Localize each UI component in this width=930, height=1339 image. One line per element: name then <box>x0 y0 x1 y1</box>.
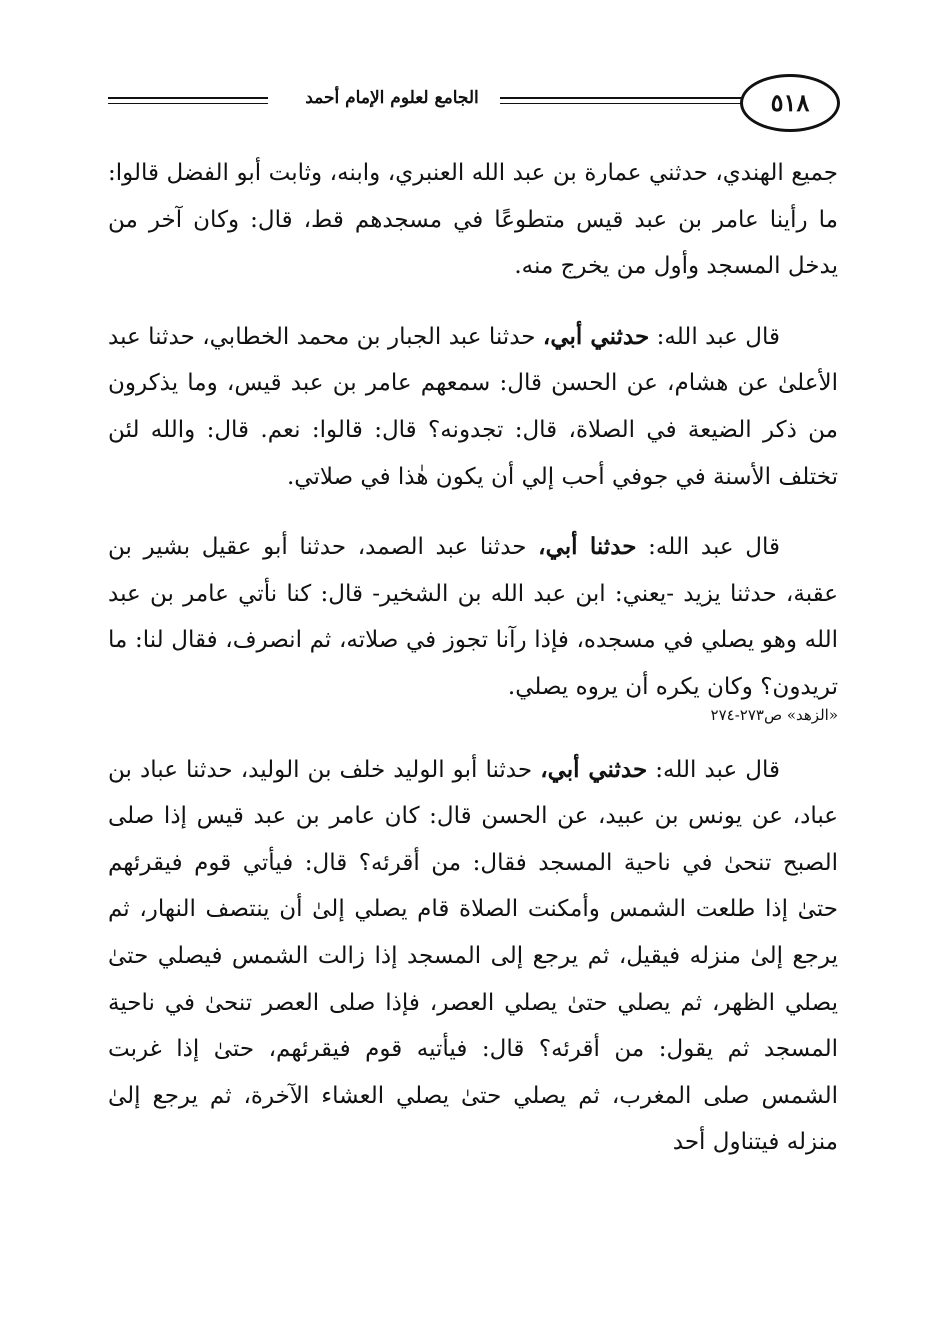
paragraph-3-text: حدثنا عبد الصمد، حدثنا أبو عقيل بشير بن عقبة، حدثنا يزيد -يعني: ابن عبد الله بن الشخير- قال: كنا نأتي عامر بن عبد الله وهو يصلي في مسجده، فإذا رآنا تجوز في صلاته، ثم انصرف، فقال لنا: ما تريدون؟ وكان يكره أن يروه يصلي. <box>108 534 838 700</box>
page-header <box>108 70 838 134</box>
narrator-intro: قال عبد الله: <box>649 323 780 350</box>
chain-bold: حدثني أبي، <box>542 322 650 350</box>
chain-bold: حدثني أبي، <box>540 755 648 783</box>
source-reference: «الزهد» ص٢٧٣-٢٧٤ <box>710 705 838 724</box>
paragraph-4-text: حدثنا أبو الوليد خلف بن الوليد، حدثنا عباد بن عباد، عن يونس بن عبيد، عن الحسن قال: كان عامر بن عبد قيس إذا صلى الصبح تنحىٰ في ناحية المسجد فقال: من أقرئه؟ قال: فيأتي قوم فيقرئهم حتىٰ إذا طلعت الشمس وأمكنت الصلاة قام يصلي إلىٰ أن ينتصف النهار، ثم يرجع إلىٰ منزله فيقيل، ثم يرجع إلى المسجد إذا زالت الشمس فيصلي حتىٰ يصلي الظهر، ثم يصلي حتىٰ يصلي العصر، فإذا صلى العصر تنحىٰ في ناحية المسجد ثم يقول: من أقرئه؟ قال: فيأتيه قوم فيقرئهم، حتىٰ إذا غربت الشمس صلى المغرب، ثم يصلي حتىٰ يصلي العشاء الآخرة، ثم يرجع إلىٰ منزله فيتناول أحد <box>108 756 838 1156</box>
header-rule-middle-top <box>500 97 742 99</box>
narrator-intro: قال عبد الله: <box>647 756 780 783</box>
header-rule-middle-bottom <box>500 103 742 104</box>
paragraph-3 <box>108 524 838 710</box>
page-number: ٥١٨ <box>740 74 840 132</box>
paragraph-2 <box>108 314 838 500</box>
header-rule-left-bottom <box>108 103 268 104</box>
narrator-intro: قال عبد الله: <box>636 534 780 561</box>
paragraph-4 <box>108 747 838 1166</box>
running-title: الجامع لعلوم الإمام أحمد <box>286 88 498 108</box>
paragraph-2-text: حدثنا عبد الجبار بن محمد الخطابي، حدثنا عبد الأعلىٰ عن هشام، عن الحسن قال: سمعهم عامر بن عبد قيس، وما يذكرون من ذكر الضيعة في الصلاة، قال: تجدونه؟ قال: قالوا: نعم. قال: والله لئن تختلف الأسنة في جوفي أحب إلي أن يكون هٰذا في صلاتي. <box>108 323 838 490</box>
header-rule-left-top <box>108 97 268 99</box>
paragraph-1-text: جميع الهندي، حدثني عمارة بن عبد الله العنبري، وابنه، وثابت أبو الفضل قالوا: ما رأينا عامر بن عبد قيس متطوعًا في مسجدهم قط، قال: وكان آخر من يدخل المسجد وأول من يخرج منه. <box>108 160 838 280</box>
paragraph-1 <box>108 150 838 290</box>
page-body <box>108 150 838 1166</box>
chain-bold: حدثنا أبي، <box>538 533 637 561</box>
